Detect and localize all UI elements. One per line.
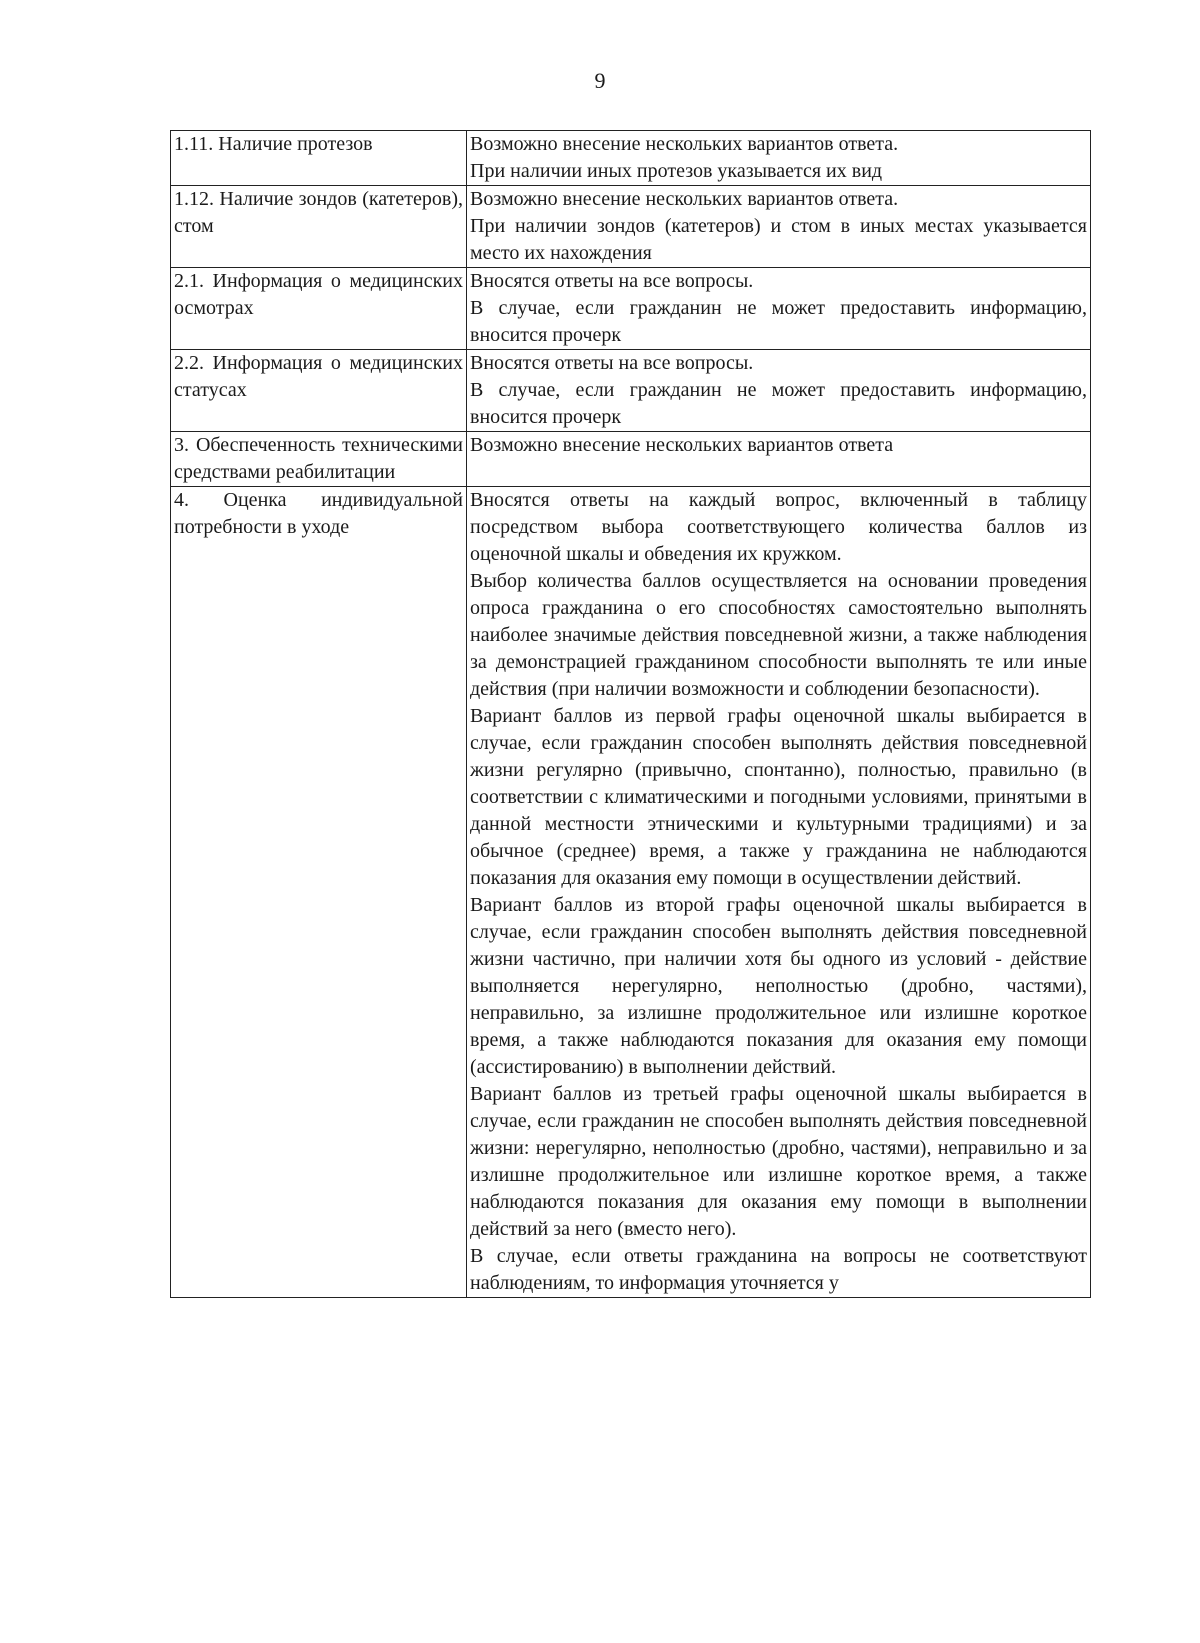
note-paragraph: В случае, если ответы гражданина на вопросы не соответствуют наблюдениям, то информация уточняется у <box>470 1245 1087 1294</box>
notes-cell <box>467 487 1091 1298</box>
notes-cell <box>467 186 1091 268</box>
note-paragraph: Возможно внесение нескольких вариантов ответа. <box>470 133 899 155</box>
section-cell: 2.1. Информация о медицинских осмотрах <box>171 268 467 350</box>
table-row <box>171 131 1091 186</box>
table-row <box>171 487 1091 1298</box>
note-paragraph: Вариант баллов из первой графы оценочной шкалы выбирается в случае, если гражданин способен выполнять действия повседневной жизни регулярно (привычно, спонтанно), полностью, правильно (в соответствии с климатическими и погодными условиями, принятыми в данной местности этническими и культурными традициями) и за обычное (среднее) время, а также у гражданина не наблюдаются показания для оказания ему помощи в осуществлении действий. <box>470 705 1087 889</box>
note-paragraph: Выбор количества баллов осуществляется на основании проведения опроса гражданина о его способностях самостоятельно выполнять наиболее значимые действия повседневной жизни, а также наблюдения за демонстрацией гражданином способности выполнять те или иные действия (при наличии возможности и соблюдении безопасности). <box>470 570 1087 700</box>
note-paragraph: Возможно внесение нескольких вариантов ответа. <box>470 188 899 210</box>
table-row <box>171 268 1091 350</box>
note-paragraph: В случае, если гражданин не может предоставить информацию, вносится прочерк <box>470 297 1087 346</box>
notes-cell <box>467 268 1091 350</box>
notes-cell <box>467 432 1091 487</box>
notes-cell <box>467 131 1091 186</box>
note-paragraph: Вносятся ответы на каждый вопрос, включенный в таблицу посредством выбора соответствующего количества баллов из оценочной шкалы и обведения их кружком. <box>470 489 1087 565</box>
section-cell: 3. Обеспеченность техническими средствами реабилитации <box>171 432 467 487</box>
note-paragraph: При наличии зондов (катетеров) и стом в иных местах указывается место их нахождения <box>470 215 1087 264</box>
note-paragraph: В случае, если гражданин не может предоставить информацию, вносится прочерк <box>470 379 1087 428</box>
note-paragraph: При наличии иных протезов указывается их вид <box>470 160 883 182</box>
note-paragraph: Возможно внесение нескольких вариантов ответа <box>470 434 894 456</box>
page-number: 9 <box>594 68 606 93</box>
notes-cell <box>467 350 1091 432</box>
note-paragraph: Вариант баллов из второй графы оценочной шкалы выбирается в случае, если гражданин способен выполнять действия повседневной жизни частично, при наличии хотя бы одного из условий - действие выполняется нерегулярно, неполностью (дробно, частями), неправильно, за излишне продолжительное или излишне короткое время, а также наблюдаются показания для оказания ему помощи (ассистированию) в выполнении действий. <box>470 894 1087 1078</box>
section-cell: 1.11. Наличие протезов <box>171 131 467 186</box>
instructions-table <box>170 130 1091 1298</box>
section-cell: 1.12. Наличие зондов (катетеров), стом <box>171 186 467 268</box>
section-cell: 4. Оценка индивидуальной потребности в уходе <box>171 487 467 1298</box>
section-cell: 2.2. Информация о медицинских статусах <box>171 350 467 432</box>
note-paragraph: Вносятся ответы на все вопросы. <box>470 270 754 292</box>
table-row <box>171 350 1091 432</box>
table-row <box>171 186 1091 268</box>
note-paragraph: Вносятся ответы на все вопросы. <box>470 352 754 374</box>
table-row <box>171 432 1091 487</box>
note-paragraph: Вариант баллов из третьей графы оценочной шкалы выбирается в случае, если гражданин не способен выполнять действия повседневной жизни: нерегулярно, неполностью (дробно, частями), неправильно и за излишне продолжительное или излишне короткое время, а также наблюдаются показания для оказания ему помощи в выполнении действий за него (вместо него). <box>470 1083 1087 1240</box>
